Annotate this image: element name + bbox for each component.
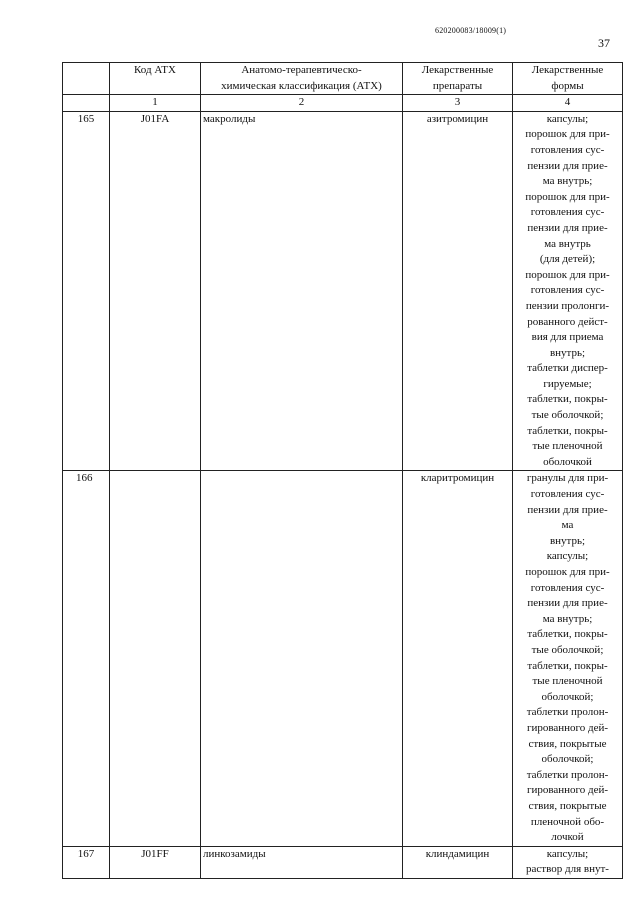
forms-line: тые пленочной <box>532 675 603 688</box>
forms-line: таблетки пролон- <box>526 768 609 781</box>
forms-line: тые пленочной <box>532 440 603 453</box>
forms-line: ствия, покрытые <box>528 737 607 750</box>
forms-line: пленочной обо- <box>530 815 605 828</box>
header-cell-drugs <box>403 63 513 95</box>
atc-code-cell: J01FF <box>110 846 201 878</box>
column-number-cell: 4 <box>513 95 623 112</box>
row-number-cell: 166 <box>63 471 110 846</box>
forms-line: ма внутрь; <box>542 612 593 625</box>
forms-line: капсулы; <box>546 112 589 125</box>
forms-line: гранулы для при- <box>526 472 609 485</box>
forms-line: порошок для при- <box>525 566 610 578</box>
header-text: Код АТХ <box>134 64 176 76</box>
header-cell-forms <box>513 63 623 95</box>
forms-line: тые оболочкой; <box>531 409 604 422</box>
column-number-row <box>63 95 623 112</box>
row-number-cell: 165 <box>63 111 110 471</box>
column-number-cell <box>63 95 110 112</box>
forms-line: порошок для при- <box>525 190 610 203</box>
column-number-cell: 2 <box>201 95 403 112</box>
forms-line: рованного дейст- <box>527 315 608 328</box>
forms-line: гированного дей- <box>526 721 609 734</box>
forms-line: готовления сус- <box>530 206 605 219</box>
forms-line: лочкой <box>551 831 584 844</box>
header-cell-atc-code <box>110 63 201 95</box>
header-text: Анатомо-терапевтическо- <box>241 64 362 76</box>
classification-cell: линкозамиды <box>201 846 403 878</box>
forms-line: ма <box>561 519 574 532</box>
header-cell-number <box>63 63 110 95</box>
forms-line: ма внутрь <box>544 237 591 250</box>
atc-code-cell <box>110 471 201 846</box>
forms-line: пензии пролонги- <box>525 299 610 312</box>
drug-cell: клиндамицин <box>403 846 513 878</box>
column-number-cell: 3 <box>403 95 513 112</box>
drug-cell: азитромицин <box>403 111 513 471</box>
column-number-cell: 1 <box>110 95 201 112</box>
forms-line: пензии для прие- <box>527 159 608 172</box>
table-row <box>63 471 623 846</box>
forms-line: вия для приема <box>531 331 604 344</box>
forms-line: гированного дей- <box>526 784 609 797</box>
atc-code-cell: J01FA <box>110 111 201 471</box>
forms-line: таблетки, покры- <box>527 393 608 406</box>
forms-line: пензии для прие- <box>527 503 608 516</box>
header-text: формы <box>551 79 584 92</box>
forms-line: пензии для прие- <box>527 597 608 610</box>
header-text: препараты <box>432 79 483 92</box>
classification-cell: макролиды <box>201 111 403 471</box>
forms-line: таблетки, покры- <box>527 659 608 672</box>
forms-line: капсулы; <box>546 847 589 860</box>
forms-line: готовления сус- <box>530 284 605 297</box>
header-text: химическая классификация (АТХ) <box>221 79 382 92</box>
forms-line: внутрь; <box>549 346 586 359</box>
medicines-table <box>62 62 623 879</box>
forms-line: оболочкой; <box>541 690 594 703</box>
forms-line: порошок для при- <box>525 128 610 141</box>
header-text: Лекарственные <box>421 64 494 76</box>
forms-line: внутрь; <box>549 534 586 547</box>
forms-line: пензии для прие- <box>527 221 608 234</box>
table-header-row <box>63 63 623 95</box>
forms-line: таблетки, покры- <box>527 628 608 641</box>
forms-line: готовления сус- <box>530 143 605 156</box>
forms-cell <box>513 846 623 878</box>
forms-line: гируемые; <box>543 377 592 390</box>
forms-line: оболочкой <box>543 455 592 468</box>
classification-cell <box>201 471 403 846</box>
forms-line: раствор для внут- <box>526 863 609 876</box>
document-id: 620200083/18009(1) <box>435 26 507 35</box>
forms-line: готовления сус- <box>530 488 605 501</box>
header-cell-classification <box>201 63 403 95</box>
forms-cell <box>513 111 623 471</box>
forms-line: таблетки, покры- <box>527 424 608 437</box>
forms-line: (для детей); <box>539 253 596 266</box>
table-row <box>63 111 623 471</box>
forms-line: ма внутрь; <box>542 175 593 188</box>
forms-line: порошок для при- <box>525 268 610 281</box>
forms-line: таблетки диспер- <box>527 362 608 375</box>
forms-line: ствия, покрытые <box>528 799 607 812</box>
forms-line: тые оболочкой; <box>531 643 604 656</box>
forms-line: таблетки пролон- <box>526 706 609 719</box>
drug-cell: кларитромицин <box>403 471 513 846</box>
row-number-cell: 167 <box>63 846 110 878</box>
forms-line: готовления сус- <box>530 581 605 594</box>
forms-line: оболочкой; <box>541 753 594 766</box>
table-row <box>63 846 623 878</box>
page-number: 37 <box>598 36 610 50</box>
forms-cell <box>513 471 623 846</box>
forms-line: капсулы; <box>546 550 589 563</box>
header-text: Лекарственные <box>531 64 604 76</box>
